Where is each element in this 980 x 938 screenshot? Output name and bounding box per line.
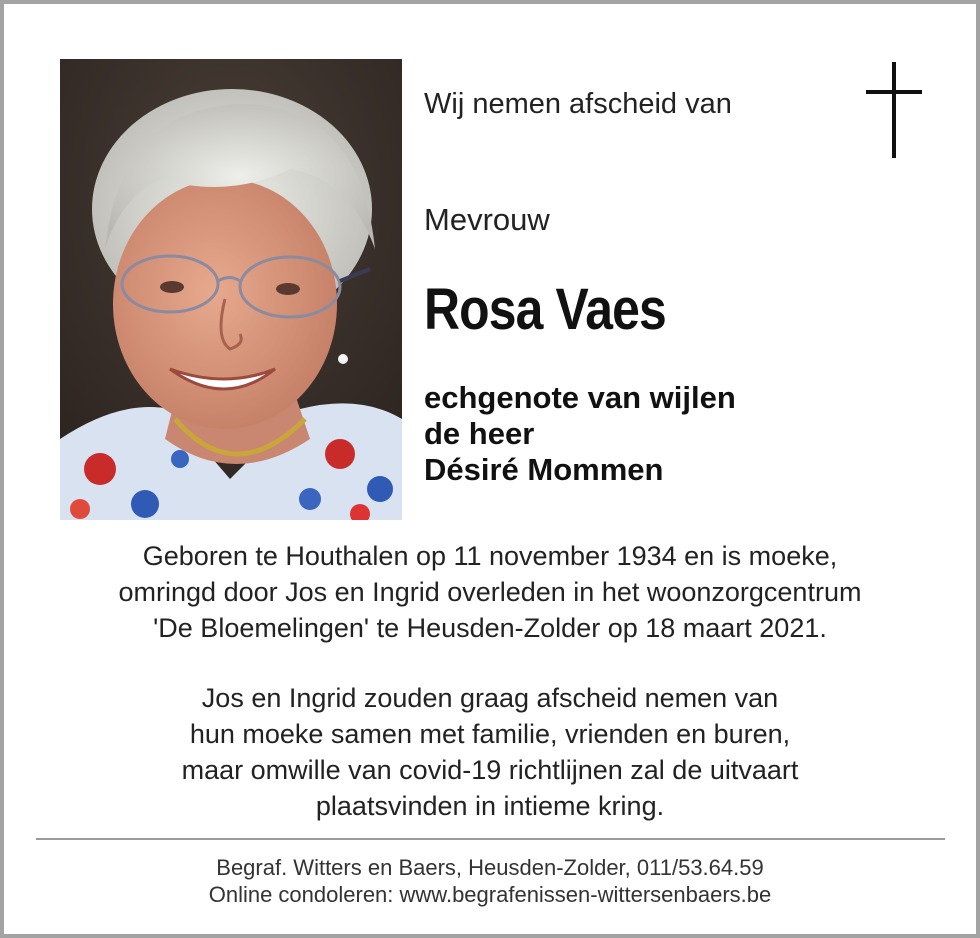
funeral-paragraph [4,680,976,824]
spouse-line: de heer [424,416,535,451]
spouse-info [424,380,736,488]
paragraph-line: Jos en Ingrid zouden graag afscheid nemen van [201,683,779,713]
paragraph-line: Geboren te Houthalen op 11 november 1934 en is moeke, [142,541,838,571]
footer [4,854,976,908]
paragraph-line: 'De Bloemelingen' te Heusden-Zolder op 18 maart 2021. [153,613,827,643]
divider [36,838,945,840]
condolence-line: Online condoleren: www.begrafenissen-wittersenbaers.be [208,882,772,907]
spouse-line: echgenote van wijlen [424,380,736,415]
paragraph-line: hun moeke samen met familie, vrienden en buren, [189,719,791,749]
deceased-name: Rosa Vaes [424,277,666,342]
honorific-title: Mevrouw [424,202,550,237]
paragraph-line: plaatsvinden in intieme kring. [315,791,665,821]
funeral-home-line: Begraf. Witters en Baers, Heusden-Zolder, 011/53.64.59 [216,855,764,880]
intro-text: Wij nemen afscheid van [424,88,732,120]
spouse-line: Désiré Mommen [424,452,664,487]
birth-death-paragraph [4,538,976,646]
paragraph-line: omringd door Jos en Ingrid overleden in het woonzorgcentrum [118,577,862,607]
portrait-photo [60,59,402,520]
paragraph-line: maar omwille van covid-19 richtlijnen zal de uitvaart [181,755,799,785]
cross-icon [866,62,922,158]
